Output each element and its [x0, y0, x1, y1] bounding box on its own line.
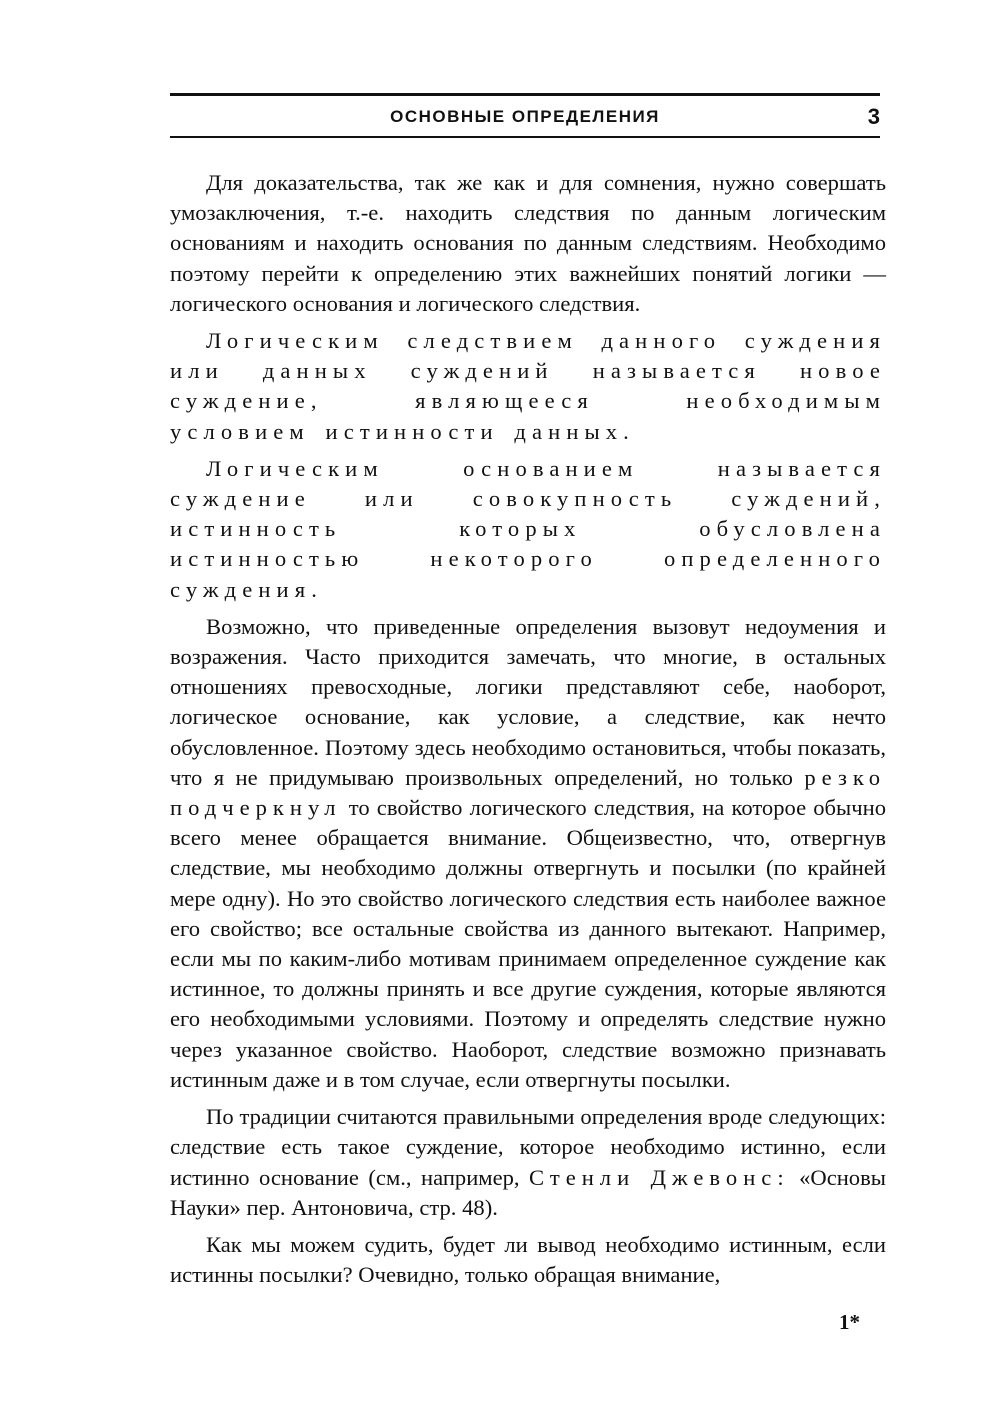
page-number: 3 — [867, 104, 880, 129]
running-head — [170, 103, 880, 131]
header-bottom-rule — [170, 136, 880, 138]
paragraph-definition-consequence: Логическим следствием данного суждения или данных суждений называется новое суждение, являющееся необходимым условием истинности данных. — [170, 328, 886, 444]
header-top-rule — [170, 93, 880, 96]
paragraph-4-part-2: то свойство логического следствия, на которое обычно всего менее обращается внимание. Общеизвестно, что, отвергнув следствие, мы необходимо должны отвергнуть и посылки (по крайней мере одну). Но это свойство логического следствия есть наиболее важное его свойство; все остальные свойства из данного вытекают. Например, если мы по каким-либо мотивам принимаем определенное суждение как истинное, то должны принять и все другие суждения, которые являются его необходимыми условиями. Поэтому и определять следствие нужно через указанное свойство. Наоборот, следствие возможно признавать истинным даже и в том случае, если отвергнуты посылки. — [170, 795, 886, 1092]
paragraph-5-part-2: «Основы Науки» пер. Антоновича, стр. 48). — [170, 1164, 886, 1220]
signature-mark: 1* — [839, 1310, 860, 1334]
paragraph-6: Как мы можем судить, будет ли вывод необходимо истинным, если истинны посылки? Очевидно, только обращая внимание, — [170, 1231, 886, 1288]
paragraph-4-emphasis: резко подчеркнул — [170, 764, 886, 821]
body-text — [170, 168, 886, 1297]
paragraph-4 — [170, 612, 886, 1095]
paragraph-1: Для доказательства, так же как и для сомнения, нужно совершать умозаключения, т.-е. находить следствия по данным логическим основаниям и находить основания по данным следствиям. Необходимо поэтому перейти к определению этих важнейших понятий логики — логического основания и логического следствия. — [170, 170, 886, 316]
paragraph-5-author: Стенли Джевонс: — [529, 1164, 790, 1190]
running-title: ОСНОВНЫЕ ОПРЕДЕЛЕНИЯ — [390, 107, 660, 126]
paragraph-4-part-1: Возможно, что приведенные определения вызовут недоумения и возражения. Часто приходится замечать, что многие, в остальных отношениях превосходные, логики представляют себе, наоборот, логическое основание, как условие, а следствие, как нечто обусловленное. Поэтому здесь необходимо остановиться, чтобы показать, что я не придумываю произвольных определений, но только — [170, 613, 886, 790]
paragraph-5 — [170, 1102, 886, 1223]
paragraph-5-part-1: По традиции считаются правильными определения вроде следующих: следствие есть такое суждение, которое необходимо истинно, если истинно основание (см., например, — [170, 1104, 886, 1190]
paragraph-definition-ground: Логическим основанием называется суждение или совокупность суждений, истинность которых обусловлена истинностью некоторого определенного суждения. — [170, 455, 886, 602]
